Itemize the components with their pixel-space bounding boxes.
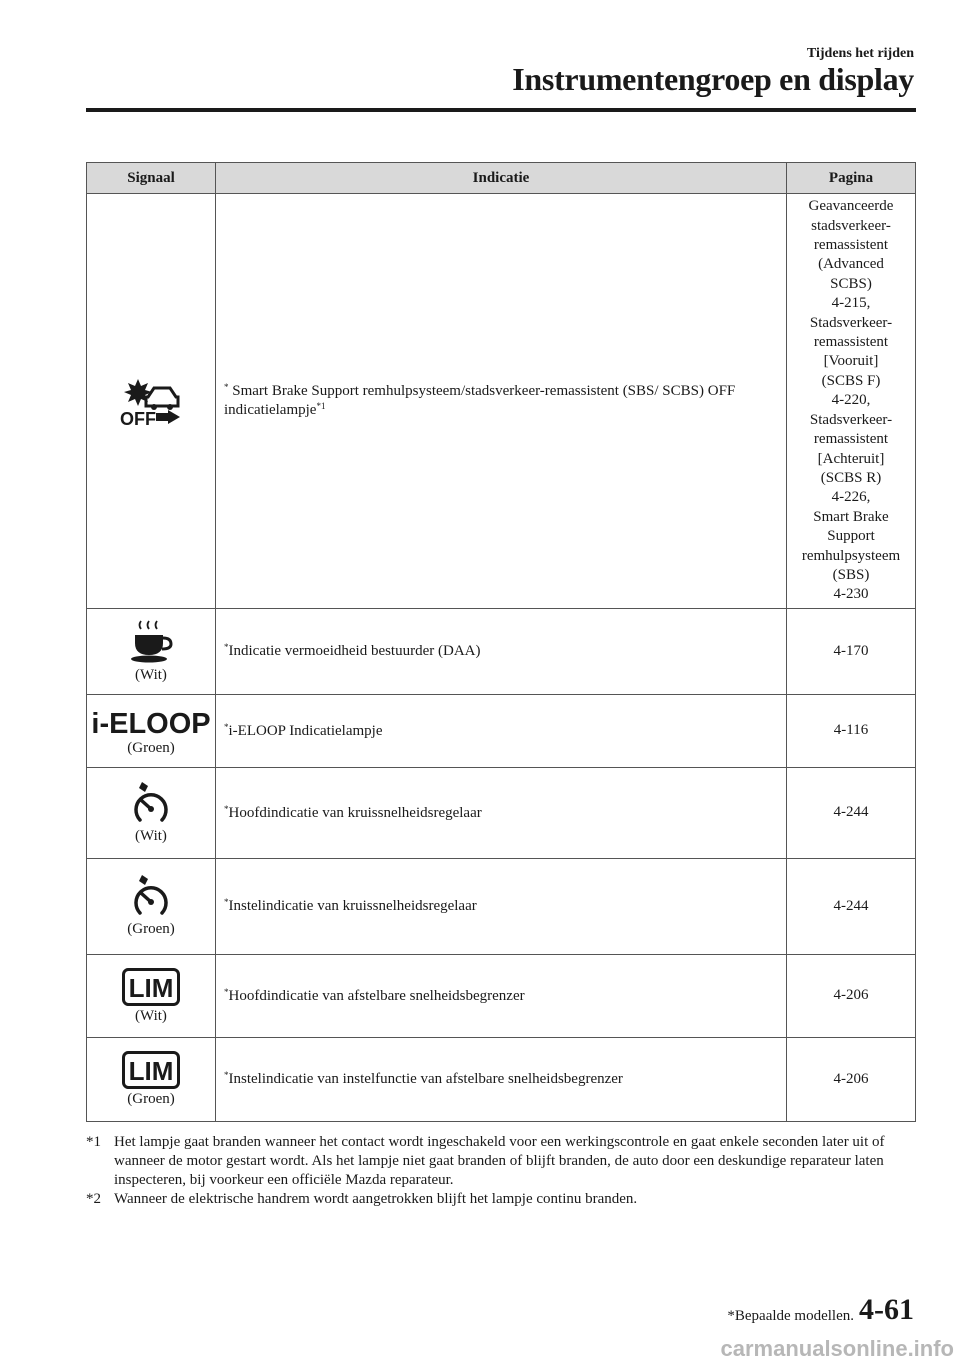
table-row [87,955,916,1038]
column-header-indication: Indicatie [216,163,787,194]
page-cell [787,695,916,768]
table-row [87,609,916,695]
indication-cell [216,859,787,955]
page-ref-line: Stadsverkeer- [809,314,893,331]
indication-cell [216,194,787,609]
page-ref-line: [Achteruit] [817,450,885,467]
i-eloop-icon-text: i-ELOOP [91,707,211,740]
table-row [87,1038,916,1122]
signal-table [86,162,916,1122]
availability-marker: * [224,803,229,814]
page-ref-line: 4-230 [833,586,869,603]
indication-text: Smart Brake Support remhulpsysteem/stadsverkeer-remassistent (SBS/ SCBS) OFF indicatielampje [224,383,736,418]
page-ref-line: stadsverkeer- [811,217,891,234]
page-ref-line: 4-244 [833,804,869,821]
i-eloop-icon [91,706,211,740]
availability-marker: * [224,721,229,732]
page-cell [787,609,916,695]
footnote-ref: *1 [316,401,326,411]
column-header-page: Pagina [787,163,916,194]
table-row [87,859,916,955]
page-ref-line: (SBS) [832,566,870,583]
lim-icon-text: LIM [128,972,174,1003]
page-ref-line: 4-170 [833,642,869,659]
footnote [86,1133,916,1190]
cruise-control-icon [129,782,173,826]
signal-cell [87,1038,216,1122]
signal-cell [87,609,216,695]
signal-color-label: (Groen) [127,739,175,756]
page-ref-line: 4-206 [833,987,869,1004]
page-ref-line: Support [827,528,875,545]
availability-marker: * [224,382,229,392]
footnote-text: Het lampje gaat branden wanneer het contact wordt ingeschakeld voor een werkingscontrole en gaat enkele seconden later uit of wanneer de motor gestart wordt. Als het lampje niet gaat branden of blijft branden, de auto door een deskundige reparateur laten inspecteren, bij voorkeur een officiële Mazda reparateur. [114,1134,885,1188]
indication-text: Hoofdindicatie van kruissnelheidsregelaar [228,804,482,821]
footnote-text: Wanneer de elektrische handrem wordt aangetrokken blijft het lampje continu branden. [114,1191,638,1207]
availability-marker: * [224,897,229,907]
page-ref-line: remassistent [813,334,889,351]
indication-cell [216,768,787,859]
footnote [86,1190,916,1209]
section-title: Tijdens het rijden [806,46,914,61]
page-ref-line: SCBS) [830,275,872,292]
page-ref-line: remassistent [813,237,889,254]
page-ref-line: 4-215, [831,295,871,312]
page-ref-line: 4-220, [831,392,871,409]
coffee-cup-icon [127,619,175,665]
page-ref-line: 4-116 [833,722,869,739]
page-ref-line: [Vooruit] [823,353,879,370]
signal-cell [87,768,216,859]
page-cell [787,955,916,1038]
page-ref-line: (Advanced [818,256,884,273]
availability-marker: * [224,642,229,652]
indication-text: i-ELOOP Indicatielampje [228,722,383,739]
watermark: carmanualsonline.info [720,1336,954,1361]
availability-marker: * [224,1070,229,1080]
signal-color-label: (Groen) [127,1091,175,1107]
footnote-key: *2 [86,1191,101,1207]
signal-color-label: (Wit) [135,667,167,683]
indication-text: Instelindicatie van kruissnelheidsregelaar [228,898,477,914]
models-note: *Bepaalde modellen. [727,1308,854,1324]
page-ref-line: Stadsverkeer- [809,411,893,428]
signal-color-label: (Wit) [135,1007,167,1024]
page-title: Instrumentengroep en display [512,61,914,97]
lim-icon [122,1051,180,1089]
indication-cell [216,955,787,1038]
table-row [87,695,916,768]
page-ref-line: 4-244 [833,897,869,914]
page-ref-line: 4-206 [833,1070,869,1087]
lim-icon [122,968,180,1006]
column-header-signal: Signaal [87,163,216,194]
signal-cell [87,194,216,609]
page-ref-line: Geavanceerde [808,198,894,215]
indication-cell [216,1038,787,1122]
signal-color-label: (Groen) [127,921,175,937]
page-number: 4-61 [859,1293,914,1326]
page-ref-line: Smart Brake [813,508,889,525]
page-cell [787,194,916,609]
page-ref-line: (SCBS R) [820,469,882,486]
table-row [87,768,916,859]
indication-text: Hoofdindicatie van afstelbare snelheidsbegrenzer [228,987,525,1004]
indication-cell [216,695,787,768]
sbs-off-icon [118,373,184,427]
signal-cell [87,859,216,955]
availability-marker: * [224,986,229,997]
header-rule [86,108,916,112]
page-ref-line: (SCBS F) [821,372,881,389]
page-ref-line: remhulpsysteem [801,547,901,564]
cruise-control-icon [129,875,173,919]
footnotes [86,1133,916,1209]
signal-cell [87,695,216,768]
page-ref-line: 4-226, [831,489,871,506]
table-row [87,194,916,609]
indication-cell [216,609,787,695]
signal-color-label: (Wit) [135,827,167,844]
page-ref-line: remassistent [813,431,889,448]
lim-icon-text: LIM [128,1056,174,1086]
indication-text: Instelindicatie van instelfunctie van afstelbare snelheidsbegrenzer [228,1071,623,1087]
page-cell [787,1038,916,1122]
page-cell [787,859,916,955]
svg-text:OFF: OFF [120,409,156,429]
footnote-key: *1 [86,1134,101,1150]
page-cell [787,768,916,859]
signal-cell [87,955,216,1038]
table-header-row [87,163,916,194]
indication-text: Indicatie vermoeidheid bestuurder (DAA) [228,643,481,659]
